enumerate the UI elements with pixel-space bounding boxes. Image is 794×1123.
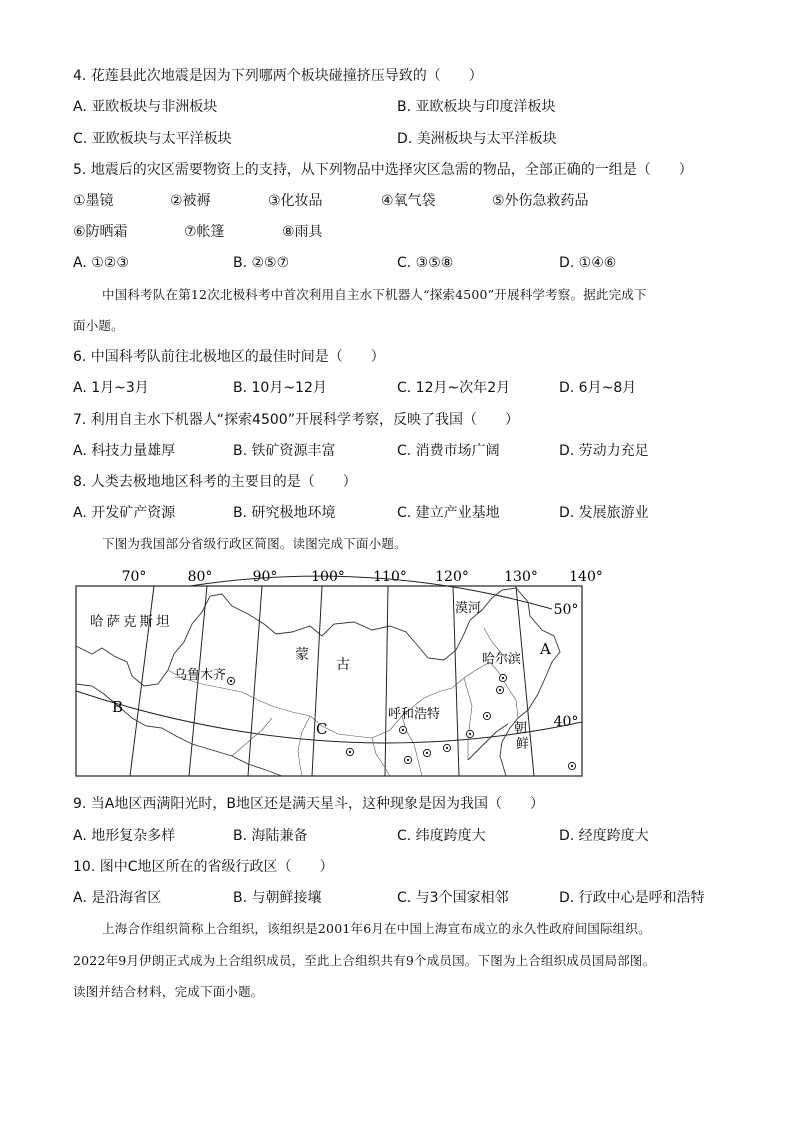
q5-item: ②被褥 [170, 193, 211, 209]
q6-stem: 6. 中国科考队前往北极地区的最佳时间是（ ） [73, 349, 385, 365]
label-urumqi: 乌鲁木齐 [174, 668, 227, 683]
q8-stem: 8. 人类去极地地区科考的主要目的是（ ） [73, 474, 357, 490]
label-hohhot: 呼和浩特 [388, 707, 441, 722]
q5-item: ③化妆品 [268, 193, 323, 209]
q10-stem: 10. 图中C地区所在的省级行政区（ ） [73, 859, 334, 875]
q5-item: ⑦帐篷 [184, 224, 225, 240]
lon-label-130: 130° [504, 569, 538, 585]
q10-option-b: B. 与朝鲜接壤 [233, 890, 322, 906]
label-harbin: 哈尔滨 [482, 652, 522, 667]
lon-label-120: 120° [435, 569, 469, 585]
lon-label-90: 90° [252, 569, 278, 585]
q9-option-c: C. 纬度跨度大 [397, 828, 486, 844]
label-mohe: 漠河 [455, 601, 482, 616]
label-kazakhstan: 哈萨克斯坦 [90, 614, 173, 630]
lon-label-70: 70° [121, 569, 147, 585]
q4-option-a: A. 亚欧板块与非洲板块 [73, 99, 218, 115]
q7-option-a: A. 科技力量雄厚 [73, 443, 176, 459]
intro-arctic-line2: 面小题。 [73, 318, 124, 333]
intro-sco-line3: 读图并结合材料，完成下面小题。 [73, 984, 264, 999]
label-c: C [316, 720, 328, 738]
lon-label-110: 110° [373, 569, 407, 585]
q5-option-b: B. ②⑤⑦ [233, 255, 290, 271]
q5-item: ④氧气袋 [381, 193, 436, 209]
q9-option-a: A. 地形复杂多样 [73, 828, 176, 844]
q9-option-b: B. 海陆兼备 [233, 828, 308, 844]
q4-option-b: B. 亚欧板块与印度洋板块 [397, 99, 556, 115]
q4-option-c: C. 亚欧板块与太平洋板块 [73, 131, 232, 147]
label-mongolia-2: 古 [336, 657, 350, 673]
china-provinces-map [72, 566, 603, 778]
q6-option-b: B. 10月~12月 [233, 380, 327, 396]
label-korea-2: 鲜 [516, 737, 530, 752]
q9-stem: 9. 当A地区西满阳光时，B地区还是满天星斗，这种现象是因为我国（ ） [73, 796, 544, 812]
q10-option-a: A. 是沿海省区 [73, 890, 162, 906]
q6-option-a: A. 1月~3月 [73, 380, 149, 396]
lon-label-140: 140° [569, 569, 603, 585]
lat-label-50: 50° [553, 602, 579, 618]
lon-label-80: 80° [187, 569, 213, 585]
q5-item: ⑧雨具 [282, 224, 323, 240]
q4-option-d: D. 美洲板块与太平洋板块 [397, 131, 557, 147]
q6-option-c: C. 12月~次年2月 [397, 380, 511, 396]
q10-option-d: D. 行政中心是呼和浩特 [559, 890, 705, 906]
q5-option-c: C. ③⑤⑧ [397, 255, 454, 271]
intro-sco-line1: 上海合作组织简称上合组织，该组织是2001年6月在中国上海宣布成立的永久性政府间国际组织。 [102, 921, 651, 936]
label-b: B [112, 698, 124, 716]
q7-option-d: D. 劳动力充足 [559, 443, 649, 459]
q8-option-d: D. 发展旅游业 [559, 505, 649, 521]
q6-option-d: D. 6月~8月 [559, 380, 637, 396]
q9-option-d: D. 经度跨度大 [559, 828, 649, 844]
lon-label-100: 100° [311, 569, 345, 585]
q5-item: ⑤外伤急救药品 [492, 193, 589, 209]
q7-stem: 7. 利用自主水下机器人“探索4500”开展科学考察，反映了我国（ ） [73, 412, 519, 428]
q5-stem: 5. 地震后的灾区需要物资上的支持，从下列物品中选择灾区急需的物品，全部正确的一组是（ ） [73, 162, 693, 178]
q5-option-d: D. ①④⑥ [559, 255, 617, 271]
q7-option-c: C. 消费市场广阔 [397, 443, 500, 459]
lat-label-40: 40° [553, 714, 579, 730]
urumqi-city-dot [230, 680, 232, 682]
q8-option-c: C. 建立产业基地 [397, 505, 500, 521]
intro-arctic-line1: 中国科考队在第12次北极科考中首次利用自主水下机器人“探索4500”开展科学考察。据此完成下 [102, 287, 647, 302]
q10-option-c: C. 与3个国家相邻 [397, 890, 509, 906]
harbin-city-dot [502, 677, 504, 679]
q5-option-a: A. ①②③ [73, 255, 129, 271]
hohhot-city-dot [402, 729, 404, 731]
q4-stem: 4. 花莲县此次地震是因为下列哪两个板块碰撞挤压导致的（ ） [73, 68, 483, 84]
q5-item: ⑥防晒霜 [73, 224, 128, 240]
q8-option-b: B. 研究极地环境 [233, 505, 336, 521]
intro-sco-line2: 2022年9月伊朗正式成为上合组织成员，至此上合组织共有9个成员国。下图为上合组织成员国局部图。 [73, 953, 656, 968]
intro-map: 下图为我国部分省级行政区简图。读图完成下面小题。 [102, 536, 407, 551]
label-a: A [540, 640, 551, 658]
q5-item: ①墨镜 [73, 193, 114, 209]
label-mongolia-1: 蒙 [295, 647, 309, 663]
q8-option-a: A. 开发矿产资源 [73, 505, 176, 521]
q7-option-b: B. 铁矿资源丰富 [233, 443, 336, 459]
label-korea-1: 朝 [514, 721, 528, 736]
